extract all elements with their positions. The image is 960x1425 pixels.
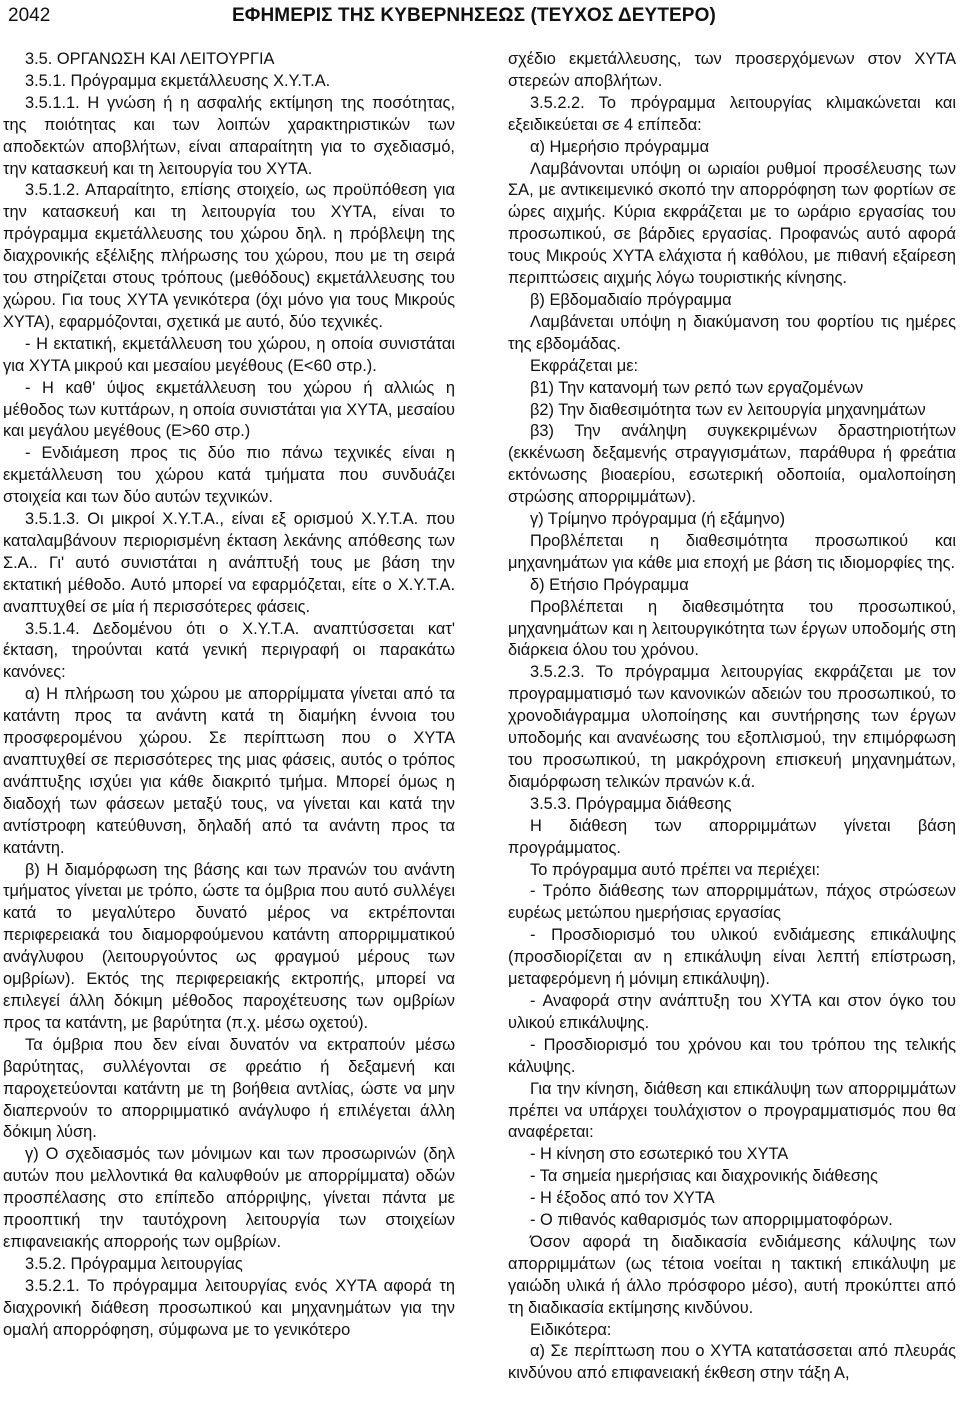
paragraph: Το πρόγραμμα αυτό πρέπει να περιέχει: bbox=[530, 860, 821, 879]
paragraph: Για την κίνηση, διάθεση και επικάλυψη των απορριμμάτων πρέπει να υπάρχει τουλάχιστον ο προγραμματισμός που θα αναφέρεται: bbox=[508, 1079, 956, 1142]
paragraph: Όσον αφορά τη διαδικασία ενδιάμεσης κάλυψης των απορριμμάτων (ως τέτοια νοείται η τακτική επικάλυψη με γαιώδη υλικά ή άλλο πρόσφορο μέσο), αυτή προκύπτει από τη διαδικασία εκτίμησης κινδύνου. bbox=[508, 1232, 956, 1317]
list-item: β2) Την διαθεσιμότητα των εν λειτουργία μηχανημάτων bbox=[530, 400, 926, 419]
paragraph: 3.5.1.3. Οι μικροί Χ.Υ.Τ.Α., είναι εξ ορισμού Χ.Υ.Τ.Α. που καταλαμβάνουν περιορισμένη έκταση λεκάνης απόθεσης των Σ.Α.. Γι' αυτό συνιστάται η ανάπτυξή τους με βάση την εκτατική μέθοδο. Αυτό μπορεί να εφαρμόζεται, είτε ο Χ.Υ.Τ.Α. αναπτυχθεί σε μία ή περισσότερες φάσεις. bbox=[3, 510, 455, 616]
item-heading: β) Εβδομαδιαίο πρόγραμμα bbox=[530, 290, 732, 309]
page-number: 2042 bbox=[8, 5, 51, 26]
list-item: - Ο πιθανός καθαρισμός των απορριμματοφόρων. bbox=[530, 1211, 893, 1230]
paragraph: 3.5.1.1. Η γνώση ή η ασφαλής εκτίμηση της ποσότητας, της ποιότητας και των λοιπών χαρακτηριστικών των αποδεκτών αποβλήτων, είναι απαραίτητη για το σχεδιασμό, την κατασκευή και τη λειτουργία του ΧΥΤΑ. bbox=[3, 93, 455, 178]
list-item: - Η καθ' ύψος εκμετάλλευση του χώρου ή αλλιώς η μέθοδος των κυττάρων, η οποία συνιστάται για ΧΥΤΑ, μεσαίου και μεγάλου μεγέθους (Ε>60 στρ.) bbox=[3, 378, 455, 441]
paragraph: Εκφράζεται με: bbox=[530, 356, 639, 375]
paragraph: γ) Ο σχεδιασμός των μόνιμων και των προσωρινών (δηλ αυτών που μελλοντικά θα καλυφθούν με απορρίμματα) οδών προσπέλασης στο επίπεδο απόρριψης, γίνεται πάντα με προοπτική την ταυτόχρονη λειτουργία των στοιχείων επιφανειακής απορροής των ομβρίων. bbox=[3, 1145, 455, 1251]
item-heading: α) Ημερήσιο πρόγραμμα bbox=[530, 137, 710, 156]
list-item: β1) Την κατανομή των ρεπό των εργαζομένων bbox=[530, 378, 864, 397]
list-item: - Ενδιάμεση προς τις δύο πιο πάνω τεχνικές είναι η εκμετάλλευση του χώρου κατά τμήματα που συνδυάζει στοιχεία και των δύο αυτών τεχνικών. bbox=[3, 444, 455, 507]
paragraph: β) Η διαμόρφωση της βάσης και των πρανών του ανάντη τμήματος γίνεται με τρόπο, ώστε τα όμβρια που αυτό συλλέγει κατά το μεγαλύτερο δυνατό μέρος να εκτρέπονται περιφερειακά του διαμορφούμενου κατάντη απορριμματικού ανάγλυφου (λειτουργούντος ως φραγμού μέρους των ομβρίων). Εκτός της περιφερειακής εκτροπής, μπορεί να επιλεγεί άλλη δόκιμη μέθοδος παροχέτευσης των ομβρίων προς τα κατάντη, με βαρύτητα (π.χ. μέσω οχετού). bbox=[3, 860, 455, 1032]
paragraph: α) Σε περίπτωση που ο ΧΥΤΑ κατατάσσεται από πλευράς κινδύνου από επιφανειακή έκθεση στην τάξη Α, bbox=[508, 1342, 956, 1383]
list-item: - Η κίνηση στο εσωτερικό του ΧΥΤΑ bbox=[530, 1145, 789, 1164]
paragraph: Τα όμβρια που δεν είναι δυνατόν να εκτραπούν μέσω βαρύτητας, συλλέγονται σε φρεάτιο ή δεξαμενή και παροχετεύονται κατάντη με τη βοήθεια αντλίας, ώστε να μην διαπερνούν το απορριμματικό ανάγλυφο ή επιλέγεται άλλη δόκιμη λύση. bbox=[3, 1035, 455, 1142]
item-heading: δ) Ετήσιο Πρόγραμμα bbox=[530, 575, 689, 594]
list-item: - Αναφορά στην ανάπτυξη του ΧΥΤΑ και στον όγκο του υλικού επικάλυψης. bbox=[508, 991, 956, 1032]
item-heading: γ) Τρίμηνο πρόγραμμα (ή εξάμηνο) bbox=[530, 510, 786, 529]
paragraph: Λαμβάνεται υπόψη η διακύμανση του φορτίου τις ημέρες της εβδομάδας. bbox=[508, 312, 956, 353]
list-item: - Τα σημεία ημερήσιας και διαχρονικής διάθεσης bbox=[530, 1167, 878, 1186]
paragraph: 3.5.1.4. Δεδομένου ότι ο Χ.Υ.Τ.Α. αναπτύσσεται κατ' έκταση, τηρούνται κατά γενική περιγραφή οι παρακάτω κανόνες: bbox=[3, 619, 455, 682]
page-header bbox=[0, 0, 960, 40]
right-column bbox=[508, 49, 956, 1385]
paragraph: Ειδικότερα: bbox=[530, 1320, 612, 1339]
paragraph: Λαμβάνονται υπόψη οι ωριαίοι ρυθμοί προσέλευσης των ΣΑ, με αντικειμενικό σκοπό την απορρόφηση των φορτίων σε ώρες αιχμής. Κύρια εκφράζεται με το ωράριο εργασίας του προσωπικού, σε βάρδιες εργασίας. Προφανώς αυτό αφορά τους Μικρούς ΧΥΤΑ ελάχιστα ή καθόλου, με πιθανή εξαίρεση περιπτώσεις αιχμής λόγω τουριστικής κίνησης. bbox=[508, 159, 956, 288]
paragraph: 3.5.1.2. Απαραίτητο, επίσης στοιχείο, ως προϋπόθεση για την κατασκευή και τη λειτουργία του ΧΥΤΑ, είναι το πρόγραμμα εκμετάλλευσης του χώρου δηλ. η πρόβλεψη της διαχρονικής εξέλιξης πλήρωσης του χώρου, που με τη σειρά του στηρίζεται στους τρόπους (μεθόδους) εκμετάλλευσης του χώρου. Για τους ΧΥΤΑ γενικότερα (όχι μόνο για τους Μικρούς ΧΥΤΑ), εφαρμόζονται, σχετικά με αυτό, δύο τεχνικές. bbox=[3, 181, 455, 331]
paragraph: Η διάθεση των απορριμμάτων γίνεται βάση προγράμματος. bbox=[508, 816, 956, 857]
section-heading: 3.5. ΟΡΓΑΝΩΣΗ ΚΑΙ ΛΕΙΤΟΥΡΓΙΑ bbox=[25, 50, 275, 68]
paragraph-continuation: σχέδιο εκμετάλλευσης, των προσερχόμενων στον ΧΥΤΑ στερεών αποβλήτων. bbox=[508, 50, 956, 90]
subsection-heading: 3.5.3. Πρόγραμμα διάθεσης bbox=[530, 794, 732, 813]
paragraph: Προβλέπεται η διαθεσιμότητα προσωπικού και μηχανημάτων για κάθε μια εποχή με βάση τις ιδιομορφίες της. bbox=[508, 531, 956, 572]
list-item: - Η εκτατική, εκμετάλλευση του χώρου, η οποία συνιστάται για ΧΥΤΑ μικρού και μεσαίου μεγέθους (Ε<60 στρ.). bbox=[3, 334, 455, 375]
left-column bbox=[3, 49, 455, 1341]
paragraph: 3.5.2.3. Το πρόγραμμα λειτουργίας εκφράζεται με τον προγραμματισμό των κανονικών αδειών του προσωπικού, το χρονοδιάγραμμα υλοποίησης και συντήρησης των έργων υποδομής και ανανέωσης του εξοπλισμού, την επιμόρφωση του προσωπικού, τη μακρόχρονη επισκευή μηχανημάτων, διαμόρφωση τελικών πρανών κ.ά. bbox=[508, 663, 956, 791]
list-item: - Προσδιορισμό του υλικού ενδιάμεσης επικάλυψης (προσδιορίζεται αν η επικάλυψη είναι λεπτή επίστρωση, μεταφερόμενη ή μόνιμη επικάλυψη). bbox=[508, 926, 956, 989]
paragraph: 3.5.2.1. Το πρόγραμμα λειτουργίας ενός ΧΥΤΑ αφορά τη διαχρονική διάθεση προσωπικού και μηχανημάτων για την ομαλή απορρόφηση, σύμφωνα με το γενικότερο bbox=[3, 1276, 455, 1339]
subsection-heading: 3.5.1. Πρόγραμμα εκμετάλλευσης Χ.Υ.Τ.Α. bbox=[25, 71, 331, 90]
subsection-heading: 3.5.2. Πρόγραμμα λειτουργίας bbox=[25, 1254, 243, 1273]
list-item: - Η έξοδος από τον ΧΥΤΑ bbox=[530, 1189, 715, 1208]
list-item: β3) Την ανάληψη συγκεκριμένων δραστηριοτήτων (εκκένωση δεξαμενής στραγγισμάτων, παράθυρα ή φρεάτια εκτόνωσης βιοαερίου, εσωτερική οδοποιία, ομαλοποίηση στρώσης απορριμμάτων). bbox=[508, 422, 956, 507]
paragraph: 3.5.2.2. Το πρόγραμμα λειτουργίας κλιμακώνεται και εξειδικεύεται σε 4 επίπεδα: bbox=[508, 93, 956, 134]
paragraph: Προβλέπεται η διαθεσιμότητα του προσωπικού, μηχανημάτων και η λειτουργικότητα των έργων υποδομής στη διάρκεια όλου του χρόνου. bbox=[508, 597, 956, 660]
running-title: ΕΦΗΜΕΡΙΣ ΤΗΣ ΚΥΒΕΡΝΗΣΕΩΣ (ΤΕΥΧΟΣ ΔΕΥΤΕΡΟ) bbox=[232, 5, 716, 26]
paragraph: α) Η πλήρωση του χώρου με απορρίμματα γίνεται από τα κατάντη προς τα ανάντη κατά τη διαμήκη έννοια του προσφερομένου χώρου. Σε περίπτωση που ο ΧΥΤΑ αναπτυχθεί σε περισσότερες της μιας φάσεις, αυτός ο τρόπος ανάπτυξης ισχύει για κάθε διακριτό τμήμα. Μπορεί όμως η διαδοχή των φάσεων μεταξύ τους, να γίνεται και κατά την αντίστροφη κατεύθυνση, δηλαδή από τα ανάντη προς τα κατάντη. bbox=[3, 685, 455, 857]
list-item: - Τρόπο διάθεσης των απορριμμάτων, πάχος στρώσεων ευρέως μετώπου ημερήσιας εργασίας bbox=[508, 882, 956, 923]
list-item: - Προσδιορισμό του χρόνου και του τρόπου της τελικής κάλυψης. bbox=[508, 1035, 956, 1076]
